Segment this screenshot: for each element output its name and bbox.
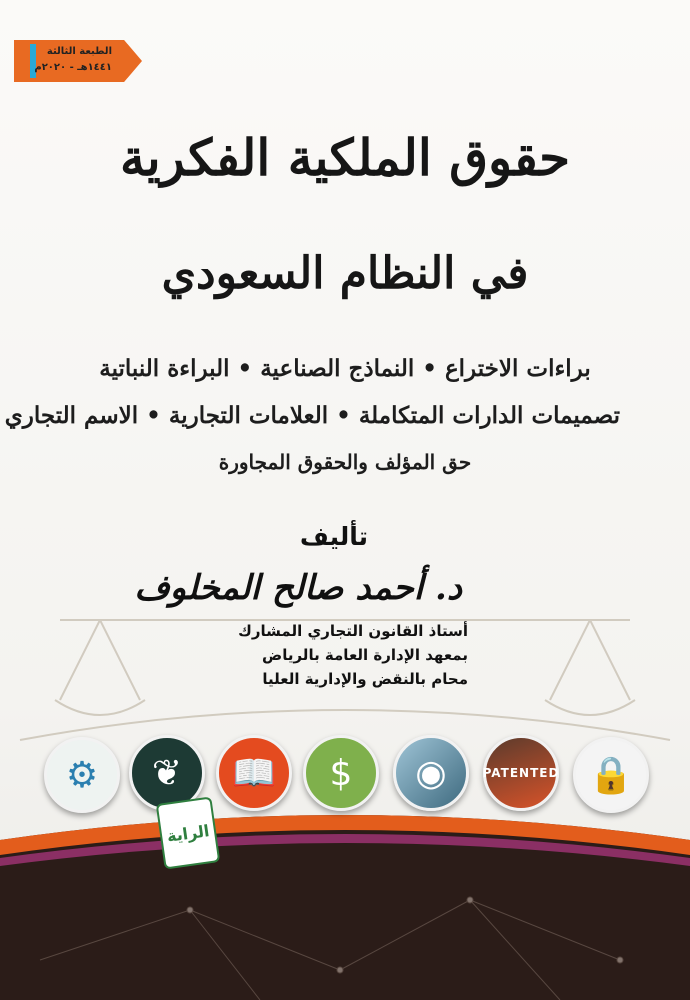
- subjects-line-1: براءات الاختراع • النماذج الصناعية • البراءة النباتية: [99, 355, 591, 382]
- tech-icon: ◉: [393, 735, 469, 811]
- book-icon: 📖: [216, 735, 292, 811]
- edition-label: الطبعة الثالثة: [46, 46, 112, 57]
- author-name: د. أحمد صالح المخلوف: [134, 568, 462, 608]
- author-bio-3: محام بالنقض والإدارية العليا: [262, 670, 468, 688]
- plant-icon: ❦: [129, 735, 205, 811]
- icon-row: [0, 725, 690, 825]
- main-title: حقوق الملكية الفكرية: [119, 128, 571, 187]
- subjects-line-2: تصميمات الدارات المتكاملة • العلامات التجارية • الاسم التجاري: [4, 402, 620, 429]
- sub-title: في النظام السعودي: [161, 248, 529, 299]
- patented-icon: PATENTED: [483, 735, 559, 811]
- edition-ribbon: [14, 40, 142, 82]
- author-label: تأليف: [299, 522, 368, 551]
- money-hand-icon: $: [303, 735, 379, 811]
- author-bio-2: بمعهد الإدارة العامة بالرياض: [262, 646, 468, 664]
- edition-date: ١٤٤١هـ - ٢٠٢٠م: [34, 62, 112, 73]
- bottom-band: [0, 800, 690, 1000]
- author-bio-1: أستاذ القانون التجاري المشارك: [238, 622, 468, 640]
- lock-icon: 🔒: [573, 737, 649, 813]
- publisher-seal: الراية: [156, 796, 221, 869]
- gear-bulb-icon: ⚙: [44, 737, 120, 813]
- subjects-line-3: حق المؤلف والحقوق المجاورة: [218, 450, 472, 474]
